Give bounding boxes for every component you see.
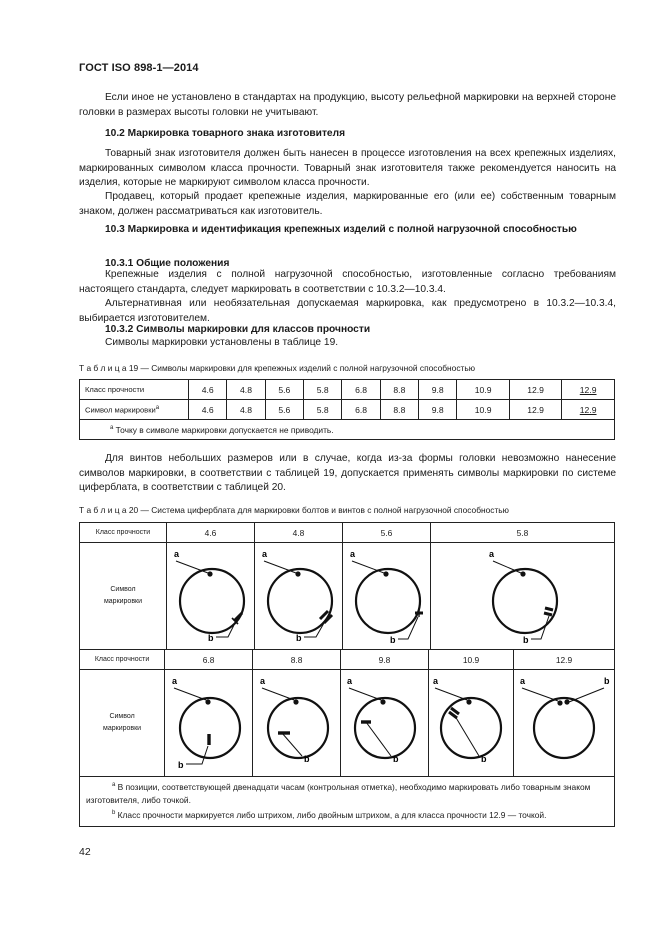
symbol-label-text: Символ маркировки (103, 586, 143, 605)
dial-symbol-5-6 (344, 543, 430, 647)
table-cell: 4.6 (189, 400, 227, 420)
table-20-notes (80, 777, 615, 827)
section-10-3-heading: 10.3 Маркировка и идентификация крепежных изделий с полной нагрузочной способностью (105, 224, 577, 235)
symbol-label (80, 543, 167, 650)
table-cell: 12.9 (509, 380, 561, 400)
class-label: Класс прочности (80, 650, 165, 670)
class-label: Класс прочности (80, 523, 167, 543)
marker-a-label: a (432, 676, 438, 686)
dial-paragraph: Для винтов небольших размеров или в случае, когда из-за формы головки невозможно нанесение символов маркировки, в соответствии с таблицей 19, допускается применять символы маркировки по системе циферблата, в соответствии с таблицей 20. (79, 453, 616, 493)
table-19-caption: Т а б л и ц а 19 — Символы маркировки для крепежных изделий с полной нагрузочной способностью (79, 363, 475, 373)
table-cell: 5.6 (265, 380, 303, 400)
dial-symbol-5-8 (433, 543, 613, 647)
section-10-2-heading: 10.2 Маркировка товарного знака изготовителя (105, 128, 346, 139)
marker-a-label: a (349, 549, 355, 559)
table-19 (79, 379, 615, 440)
symbol-label (80, 400, 189, 420)
section-10-2-paragraph-1: Товарный знак изготовителя должен быть нанесен в процессе изготовления на всех крепежных изделиях, маркированных символом класса прочности. Товарный знак изготовителя также рекомендуется наносить на изделия, которые не маркируют символом класса прочности. (79, 148, 616, 188)
dial-symbol-12-9 (514, 670, 614, 774)
table-cell: 6.8 (342, 400, 380, 420)
table-row (80, 380, 615, 400)
marker-a-label: a (171, 676, 177, 686)
dial-cell-4-8 (255, 543, 343, 650)
marker-b-label: b (303, 754, 310, 764)
symbol-label (80, 670, 165, 777)
table-cell: 5.8 (431, 523, 615, 543)
marker-b-label: b (207, 633, 213, 643)
table-cell: 5.6 (265, 400, 303, 420)
dial-cell-5-6 (343, 543, 431, 650)
footnote-mark: b (112, 809, 116, 816)
table-cell: 8.8 (380, 400, 418, 420)
table-row (80, 420, 615, 440)
footnote-mark: a (155, 404, 160, 411)
page-number: 42 (79, 846, 91, 858)
table-cell: 5.8 (304, 400, 342, 420)
dial-symbol-9-8 (341, 670, 427, 774)
table-20-part-2 (79, 649, 615, 827)
marker-b-label: b (389, 635, 395, 645)
marker-a-label: a (520, 676, 526, 686)
table-row (80, 670, 615, 777)
table-20 (79, 522, 615, 650)
class-label: Класс прочности (80, 380, 189, 400)
table-cell: 4.6 (189, 380, 227, 400)
table-cell: 5.8 (304, 380, 342, 400)
table-cell: 6.8 (165, 650, 253, 670)
marker-b-label: b (604, 676, 610, 686)
marker-a-label: a (488, 549, 494, 559)
table-cell: 10.9 (457, 400, 509, 420)
dial-symbol-6-8 (166, 670, 252, 774)
intro-paragraph: Если иное не установлено в стандартах на продукцию, высоту рельефной маркировки на верхней стороне головки в размерах высоты головки не учитывают. (79, 92, 616, 118)
note-b-text: Класс прочности маркируется либо штрихом, либо двойным штрихом, а для класса прочности 12.9 — точкой. (117, 809, 547, 820)
dial-cell-4-6 (167, 543, 255, 650)
table-19-note-text: Точку в символе маркировки допускается не приводить. (115, 424, 334, 435)
footnote-mark: a (112, 782, 116, 788)
table-20-caption: Т а б л и ц а 20 — Система циферблата для маркировки болтов и винтов с полной нагрузочной способностью (79, 505, 509, 515)
dial-cell-8-8 (253, 670, 341, 777)
table-cell: 4.8 (227, 400, 265, 420)
dial-cell-10-9 (428, 670, 513, 777)
document-header: ГОСТ ISO 898-1—2014 (79, 62, 199, 74)
section-10-3-2-paragraph: Символы маркировки установлены в таблице 19. (105, 337, 339, 348)
table-cell: 12.9 (562, 380, 615, 400)
note-a-text: В позиции, соответствующей двенадцати часам (контрольная отметка), необходимо маркировать либо товарным знаком изготовителя, либо точкой. (86, 781, 591, 805)
marker-a-label: a (259, 676, 265, 686)
table-cell: 12.9 (514, 650, 615, 670)
note-b (86, 807, 608, 822)
table-cell: 8.8 (380, 380, 418, 400)
section-10-2-paragraph-2: Продавец, который продает крепежные изделия, маркированные его (или ее) собственным товарным знаком, должен рассматриваться как изготовитель. (79, 191, 616, 217)
table-cell: 5.6 (343, 523, 431, 543)
table-cell: 12.9 (509, 400, 561, 420)
note-a (86, 779, 608, 807)
section-10-3-1-paragraph-2: Альтернативная или необязательная допускаемая маркировка, как предусмотрено в 10.3.2—10.3.4, выбирается изготовителем. (79, 298, 616, 324)
dial-symbol-8-8 (254, 670, 340, 774)
section-10-3-2-heading: 10.3.2 Символы маркировки для классов прочности (105, 324, 371, 335)
section-10-3-1-paragraph-1: Крепежные изделия с полной нагрузочной способностью, изготовленные согласно требованиям настоящего стандарта, следует маркировать в соответствии с 10.3.2—10.3.4. (79, 269, 616, 295)
footnote-mark: a (110, 425, 114, 432)
table-row (80, 543, 615, 650)
table-row (80, 650, 615, 670)
dial-cell-9-8 (341, 670, 429, 777)
dial-symbol-10-9 (429, 670, 513, 774)
dial-symbol-4-6 (168, 543, 254, 647)
symbol-label-text: Символ маркировки (85, 405, 156, 415)
table-row (80, 523, 615, 543)
table-cell: 9.8 (341, 650, 429, 670)
marker-a-label: a (173, 549, 179, 559)
marker-a-label: a (347, 676, 353, 686)
table-cell: 6.8 (342, 380, 380, 400)
table-cell: 9.8 (419, 400, 457, 420)
table-cell: 4.8 (255, 523, 343, 543)
symbol-label-text: Символ маркировки (103, 713, 142, 732)
dial-symbol-4-8 (256, 543, 342, 647)
table-cell: 10.9 (428, 650, 513, 670)
marker-b-label: b (295, 633, 301, 643)
dial-cell-5-8 (431, 543, 615, 650)
table-row (80, 400, 615, 420)
table-cell: 8.8 (253, 650, 341, 670)
marker-b-label: b (177, 760, 184, 770)
table-cell: 12.9 (562, 400, 615, 420)
table-cell: 10.9 (457, 380, 509, 400)
table-cell: 4.6 (167, 523, 255, 543)
dial-cell-12-9 (514, 670, 615, 777)
section-10-3-1-heading: 10.3.1 Общие положения (105, 258, 230, 269)
table-cell: 4.8 (227, 380, 265, 400)
table-row (80, 777, 615, 827)
dial-cell-6-8 (165, 670, 253, 777)
marker-a-label: a (261, 549, 267, 559)
marker-b-label: b (480, 754, 487, 764)
marker-b-label: b (522, 635, 528, 645)
marker-b-label: b (393, 754, 399, 764)
table-19-note (80, 420, 615, 440)
table-cell: 9.8 (419, 380, 457, 400)
